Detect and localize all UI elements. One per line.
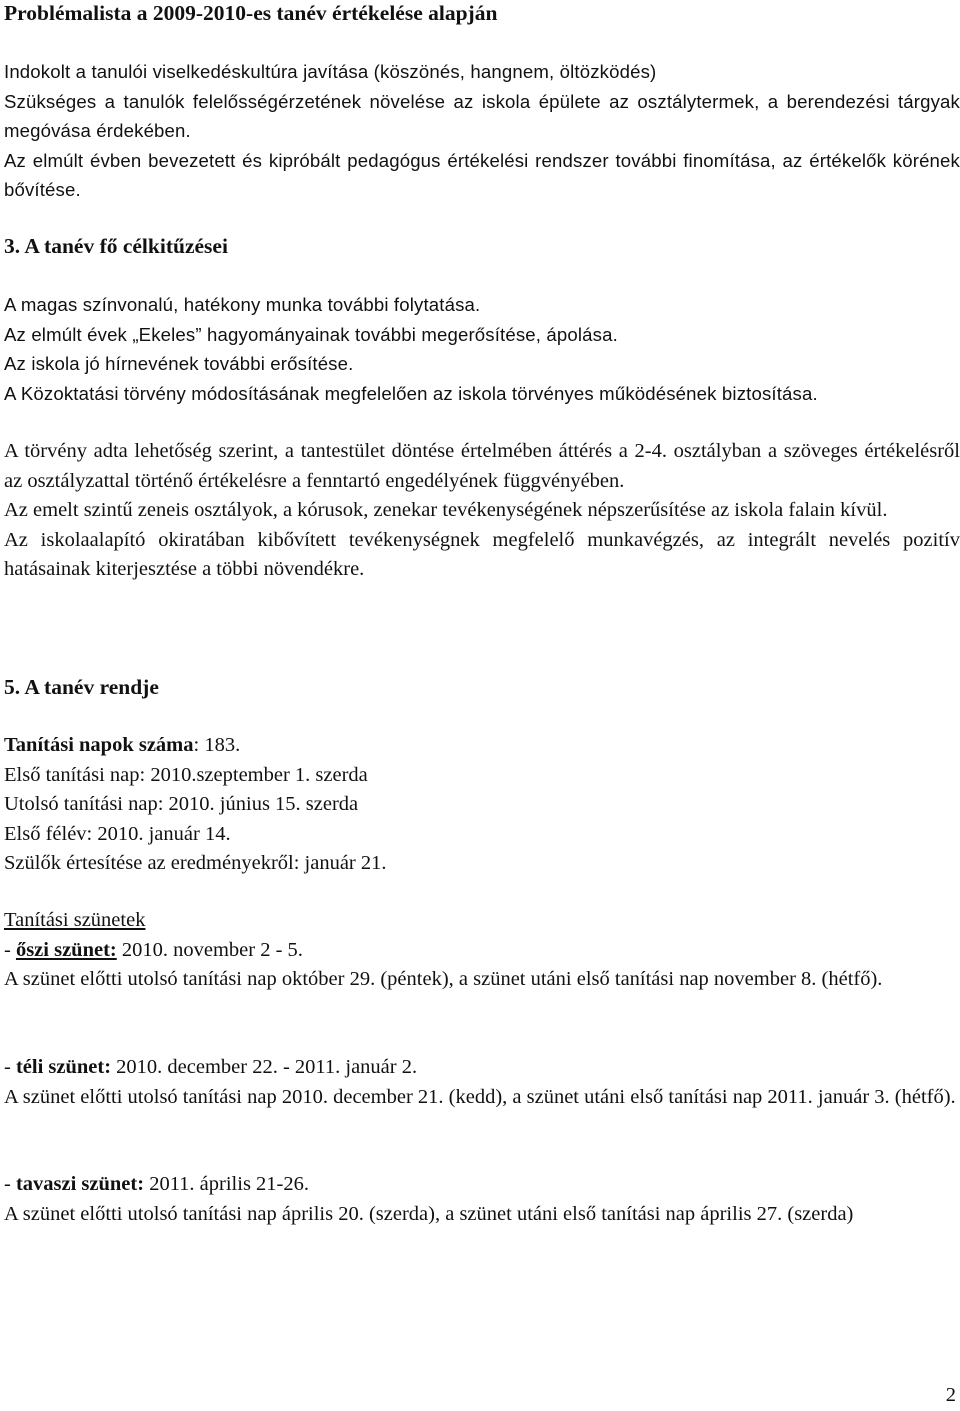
document-title: Problémalista a 2009-2010-es tanév értékelése alapján [4,1,498,25]
goal-item: Az elmúlt évek „Ekeles” hagyományainak további megerősítése, ápolása. [4,323,618,345]
problem-item: Az elmúlt évben bevezetett és kipróbált pedagógus értékelési rendszer további finomítása, az értékelők körének bővítése. [4,149,960,200]
break-autumn-line [4,936,960,966]
last-day-line: Utolsó tanítási nap: 2010. június 15. szerda [4,793,359,815]
spring-break [4,1170,960,1229]
break-note: A szünet előtti utolsó tanítási nap április 20. (szerda), a szünet utáni első tanítási nap április 27. (szerda) [4,1202,854,1225]
break-spring-line [4,1170,960,1200]
break-name: téli szünet: [15,1056,112,1078]
break-name: őszi szünet: [15,938,117,961]
breaks-heading: Tanítási szünetek [4,909,146,931]
break-prefix: - [4,1173,16,1195]
first-semester-line: Első félév: 2010. január 14. [4,822,231,845]
break-dates: 2010. november 2 - 5. [116,938,303,961]
break-dates: 2011. április 21-26. [144,1173,309,1195]
goal-item: Az iskolaalapító okiratában kibővített tevékenységnek megfelelő munkavégzés, az integrált nevelés pozitív hatásainak kiterjesztése a többi növendékre. [4,528,960,580]
school-year-schedule [4,731,960,879]
winter-break [4,1053,960,1112]
goals-list-a [4,290,960,408]
page-number: 2 [945,1384,956,1406]
problem-item: Indokolt a tanulói viselkedéskultúra javítása (köszönés, hangnem, öltözködés) [4,61,657,82]
break-prefix: - [4,938,16,961]
break-name: tavaszi szünet: [15,1173,145,1195]
problem-item: Szükséges a tanulók felelősségérzetének növelése az iskola épülete az osztálytermek, a berendezési tárgyak megóvása érdekében. [4,90,960,141]
teaching-days-line [4,731,960,761]
goals-list-b [4,437,960,585]
breaks-section [4,906,960,995]
teaching-days-label: Tanítási napok száma [4,734,194,756]
section-3-heading: 3. A tanév fő célkitűzései [4,234,228,258]
break-prefix: - [4,1056,16,1078]
break-winter-line [4,1053,960,1083]
goal-item: Az emelt szintű zeneis osztályok, a kórusok, zenekar tevékenységének népszerűsítése az iskola falain kívül. [4,499,888,521]
parents-notice-line: Szülők értesítése az eredményekről: január 21. [4,852,387,874]
goal-item: A törvény adta lehetőség szerint, a tantestület döntése értelmében áttérés a 2-4. osztályban a szöveges értékelésről az osztályzattal történő értékelésre a fenntartó engedélyének függvényében. [4,440,960,492]
first-day-line: Első tanítási nap: 2010.szeptember 1. szerda [4,763,368,786]
problem-list [4,57,960,205]
break-note: A szünet előtti utolsó tanítási nap október 29. (péntek), a szünet utáni első tanítási nap november 8. (hétfő). [4,968,883,990]
goal-item: Az iskola jó hírnevének további erősítése. [4,353,354,374]
teaching-days-value: : 183. [193,734,241,756]
section-5-heading: 5. A tanév rendje [4,675,159,699]
break-note: A szünet előtti utolsó tanítási nap 2010. december 21. (kedd), a szünet utáni első tanítási nap 2011. január 3. (hétfő). [4,1085,956,1108]
break-dates: 2010. december 22. - 2011. január 2. [111,1056,418,1078]
goal-item: A magas színvonalú, hatékony munka további folytatása. [4,294,481,315]
goal-item: A Közoktatási törvény módosításának megfelelően az iskola törvényes működésének biztosítása. [4,382,818,404]
